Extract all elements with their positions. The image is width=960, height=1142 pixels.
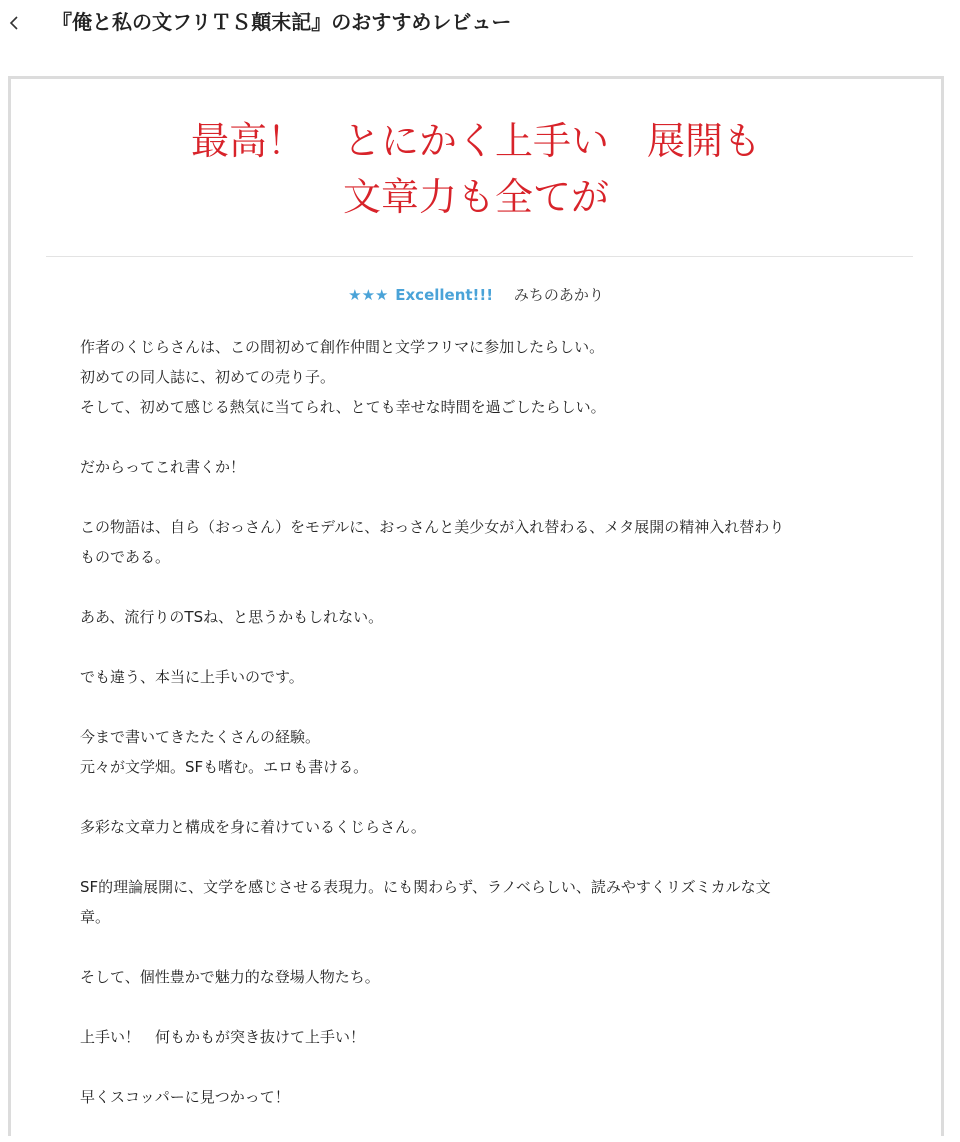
- review-text-line: ものである。: [80, 548, 171, 566]
- review-paragraph: [80, 962, 880, 992]
- rating-label: Excellent!!!: [395, 286, 494, 304]
- review-text-line: 初めての同人誌に、初めての売り子。: [80, 368, 336, 386]
- review-card: [8, 76, 944, 1136]
- page-header: [0, 0, 960, 46]
- review-paragraph: [80, 872, 880, 932]
- author-link[interactable]: みちのあかり: [513, 286, 604, 304]
- review-paragraph: [80, 1022, 880, 1052]
- chevron-left-icon: [4, 8, 24, 36]
- review-text-line: でも違う、本当に上手いのです。: [80, 668, 304, 686]
- review-text-line: この物語は、自ら（おっさん）をモデルに、おっさんと美少女が入れ替わる、メタ展開の精神入れ替わり: [80, 518, 785, 536]
- review-text-line: 多彩な文章力と構成を身に着けているくじらさん。: [80, 818, 426, 836]
- review-text-line: 作者のくじらさんは、この間初めて創作仲間と文学フリマに参加したらしい。: [80, 338, 605, 356]
- review-text-line: 今まで書いてきたたくさんの経験。: [80, 728, 321, 746]
- review-paragraph: [80, 332, 880, 422]
- review-paragraph: [80, 1082, 880, 1112]
- review-paragraph: [80, 452, 880, 482]
- review-text-line: だからってこれ書くか！: [80, 458, 246, 476]
- review-text-line: そして、個性豊かで魅力的な登場人物たち。: [80, 968, 380, 986]
- review-paragraph: [80, 602, 880, 632]
- review-title-line: 文章力も全てが: [342, 175, 609, 219]
- page-title: 『俺と私の文フリＴＳ顛末記』のおすすめレビュー: [52, 10, 512, 34]
- review-paragraph: [80, 722, 880, 782]
- rating-line: [11, 283, 941, 307]
- review-paragraph: [80, 812, 880, 842]
- review-paragraph: [80, 512, 880, 572]
- review-body: [80, 332, 880, 1142]
- review-text-line: ああ、流行りのTSね、と思うかもしれない。: [80, 608, 384, 626]
- review-text-line: 早くスコッパーに見つかって！: [80, 1088, 290, 1106]
- review-text-line: 章。: [80, 908, 111, 926]
- back-button[interactable]: [4, 8, 24, 36]
- review-text-line: そして、初めて感じる熱気に当てられ、とても幸せな時間を過ごしたらしい。: [80, 398, 606, 416]
- review-text-line: 上手い！ 何もかもが突き抜けて上手い！: [80, 1028, 366, 1046]
- review-paragraph: [80, 662, 880, 692]
- review-title: [41, 113, 911, 225]
- review-text-line: SF的理論展開に、文学を感じさせる表現力。にも関わらず、ラノベらしい、読みやすくリズミカルな文: [80, 878, 771, 896]
- star-rating-icon: ★★★: [348, 286, 389, 304]
- review-text-line: 元々が文学畑。SFも嗜む。エロも書ける。: [80, 758, 369, 776]
- divider: [46, 256, 913, 257]
- review-title-line: 最高！ とにかく上手い 展開も: [190, 119, 761, 163]
